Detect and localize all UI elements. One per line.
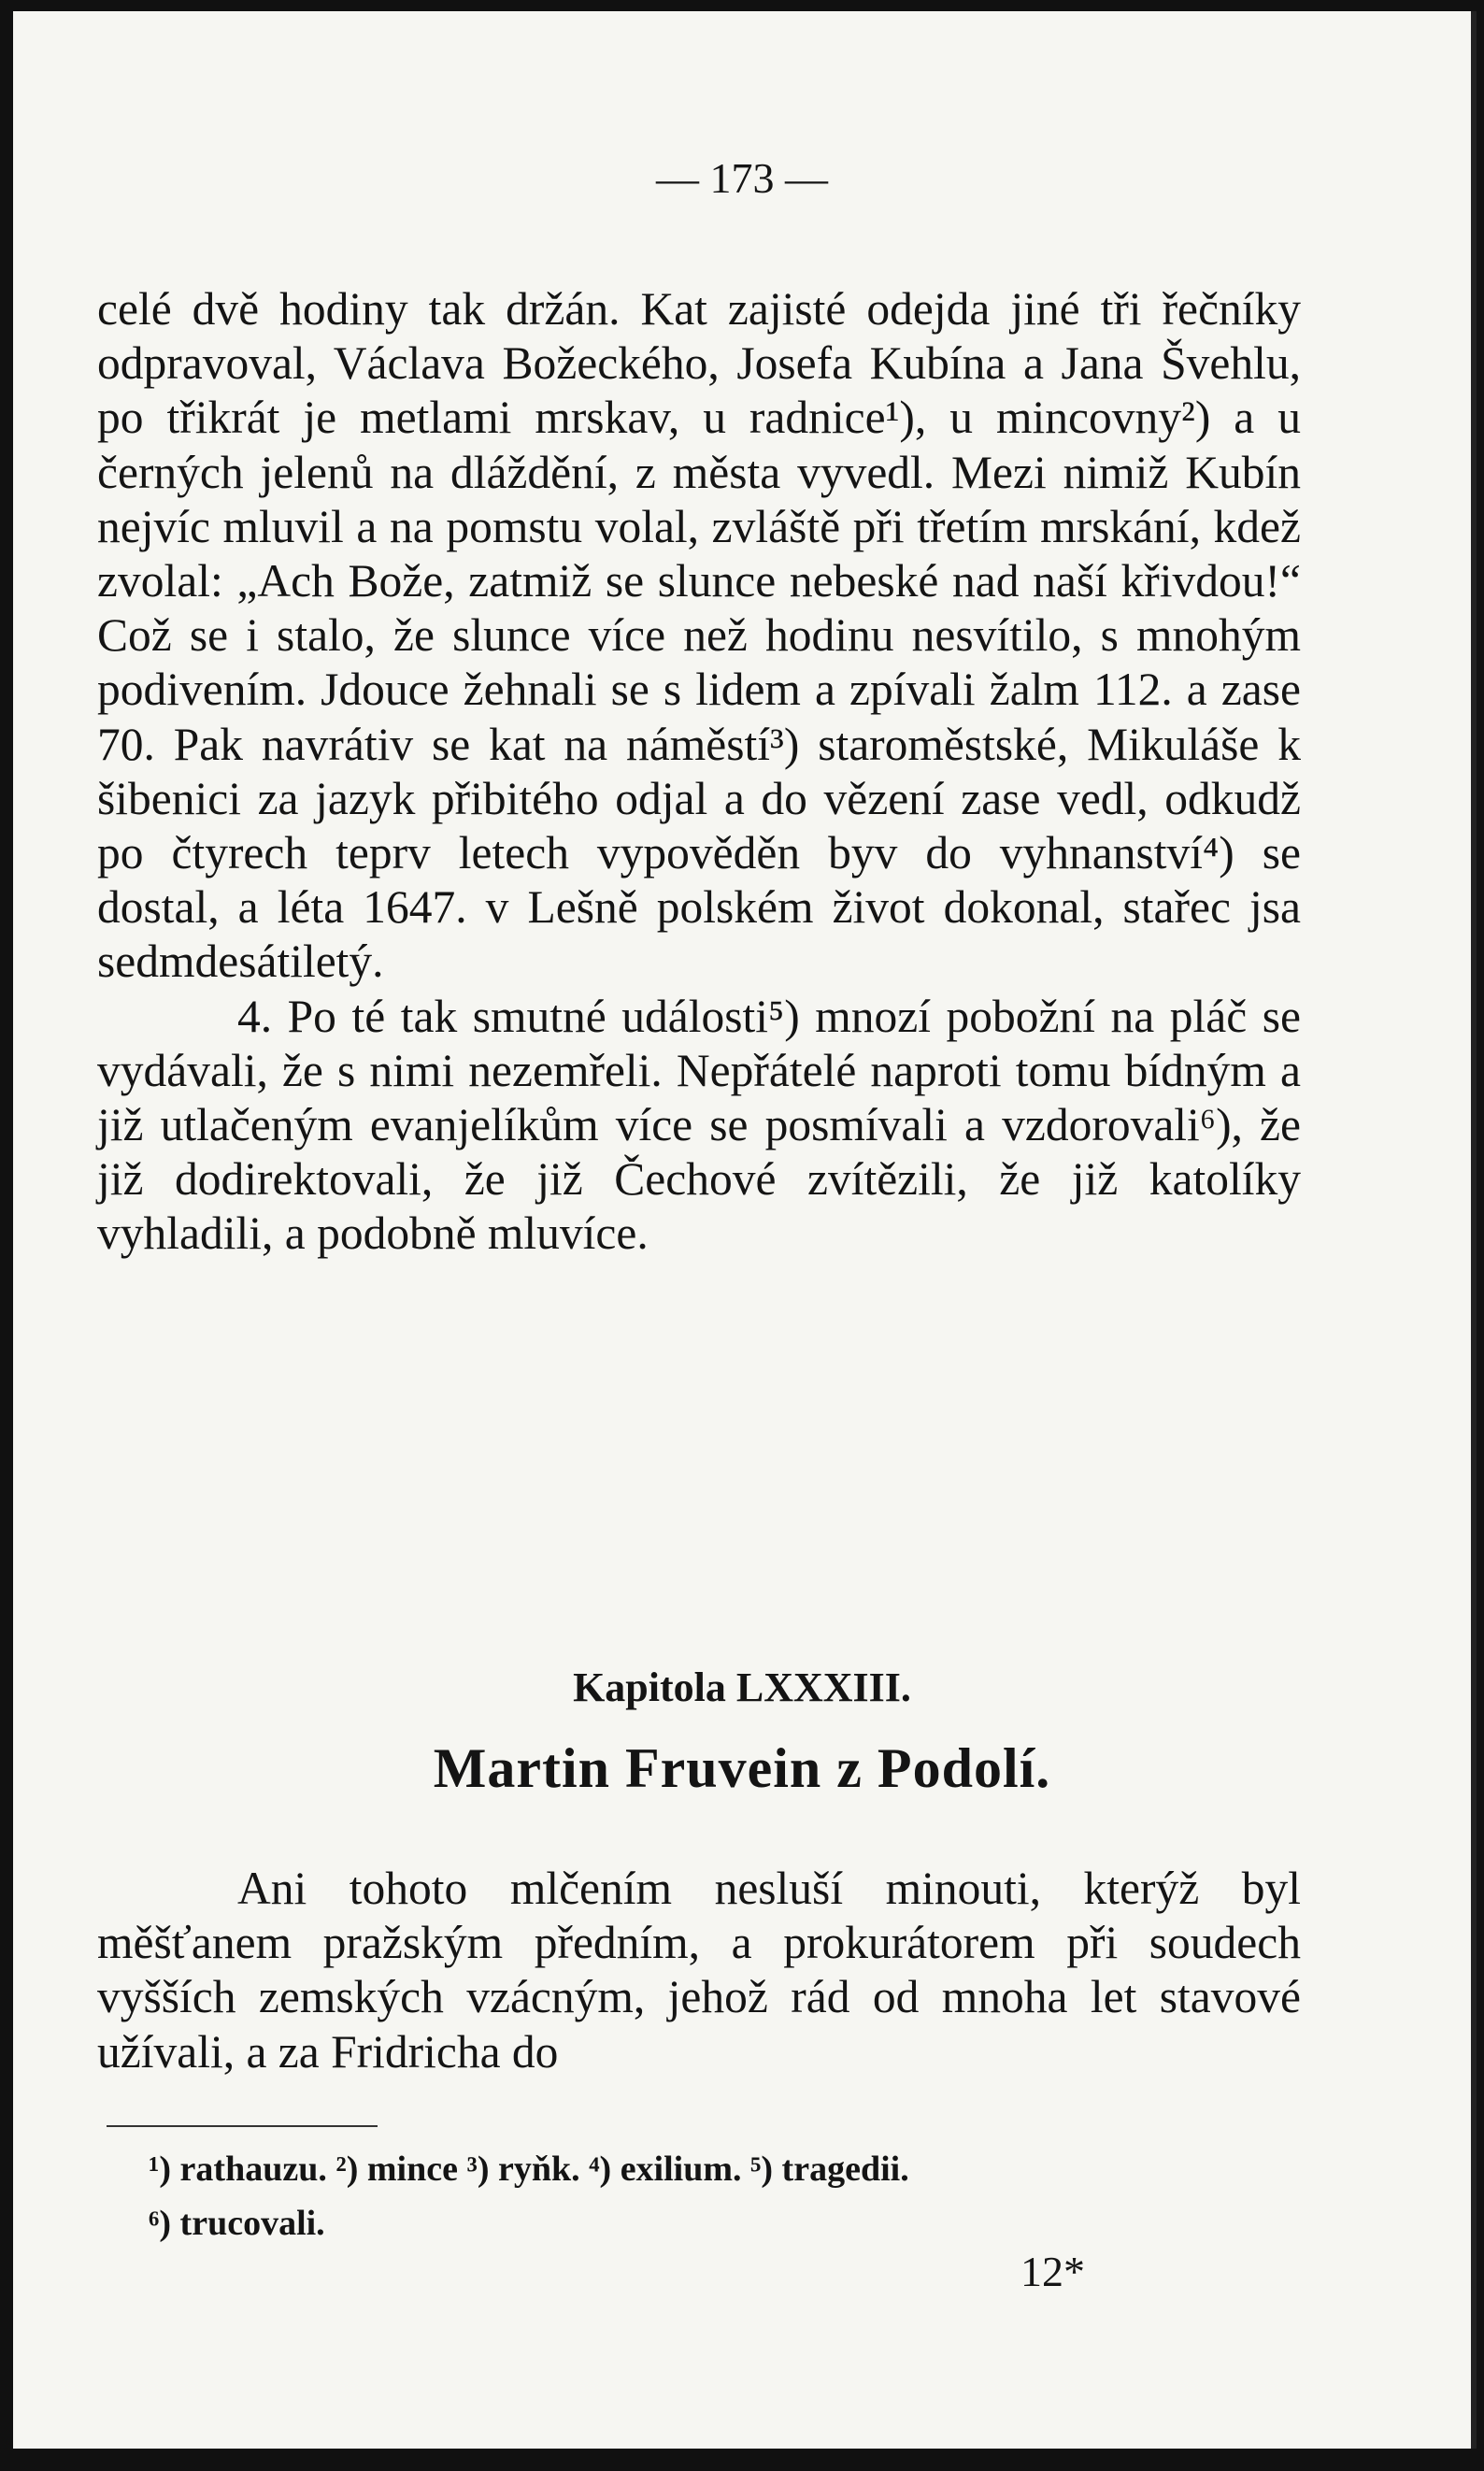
signature-mark: 12* bbox=[1020, 2248, 1085, 2295]
footnotes bbox=[149, 2142, 1307, 2250]
chapter-label: Kapitola LXXXIII. bbox=[573, 1664, 911, 1710]
book-page bbox=[13, 11, 1477, 2449]
footnote-divider bbox=[107, 2125, 378, 2127]
chapter-paragraph: Ani tohoto mlčením nesluší minouti, kterýž byl měšťanem pražským předním, a prokurátorem při soudech vyšších zemských vzácným, jehož rád od mnoha let stavové užívali, a za Fridricha do bbox=[97, 1863, 1301, 2078]
page-number: — 173 — bbox=[656, 154, 828, 202]
chapter-title: Martin Fruvein z Podolí. bbox=[433, 1737, 1051, 1799]
chapter-text bbox=[97, 1862, 1301, 2079]
main-text bbox=[97, 282, 1301, 1262]
paragraph-1: celé dvě hodiny tak držán. Kat zajisté odejda jiné tři řečníky odpravoval, Václava Božeckého, Josefa Kubína a Jana Švehlu, po třikrát je metlami mrskav, u radnice¹), u mincovny²) a u černých jelenů na dláždění, z města vyvedl. Mezi nimiž Kubín nejvíc mluvil a na pomstu volal, zvláště při třetím mrskání, kdež zvolal: „Ach Bože, zatmiž se slunce nebeské nad naší křivdou!“ Což se i stalo, že slunce více než hodinu nesvítilo, s mnohým podivením. Jdouce žehnali se s lidem a zpívali žalm 112. a zase 70. Pak navrátiv se kat na náměstí³) staroměstské, Mikuláše k šibenici za jazyk přibitého odjal a do vězení zase vedl, odkudž po čtyrech teprv letech vypověděn byv do vyhnanství⁴) se dostal, a léta 1647. v Lešně polském život dokonal, stařec jsa sedmdesátiletý. bbox=[97, 283, 1301, 988]
footnote-line-2: ⁶) trucovali. bbox=[149, 2204, 325, 2243]
paragraph-2: 4. Po té tak smutné události⁵) mnozí pobožní na pláč se vydávali, že s nimi nezemřeli. Nepřátelé naproti tomu bídným a již utlačeným evanjelíkům více se posmívali a vzdorovali⁶), že již dodirektovali, že již Čechové zvítězili, že již katolíky vyhladili, a podobně mluvíce. bbox=[97, 990, 1301, 1260]
footnote-line-1: ¹) rathauzu. ²) mince ³) ryňk. ⁴) exilium. ⁵) tragedii. bbox=[149, 2150, 909, 2189]
